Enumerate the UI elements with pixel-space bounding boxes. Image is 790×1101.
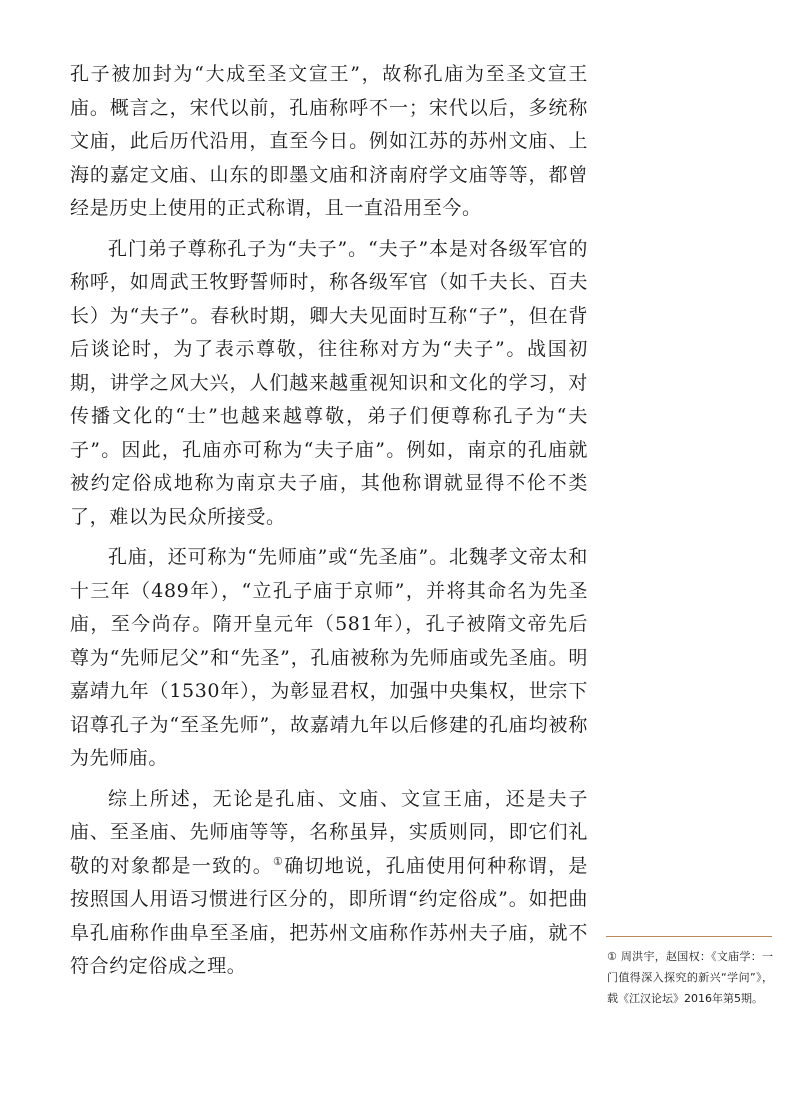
footnote: ① 周洪宇，赵国权：《文庙学：一门值得深入探究的新兴“学问”》，载《江汉论坛》2016年第5期。 bbox=[607, 950, 773, 1005]
footnote-divider bbox=[606, 936, 772, 937]
paragraph-4-part-2: 确切地说，孔庙使用何种称谓，是按照国人用语习惯进行区分的，即所谓“约定俗成”。如把曲阜孔庙称作曲阜至圣庙，把苏州文庙称作苏州夫子庙，就不符合约定俗成之理。 bbox=[70, 854, 588, 977]
paragraph-3: 孔庙，还可称为“先师庙”或“先圣庙”。北魏孝文帝太和十三年（489年），“立孔子庙于京师”，并将其命名为先圣庙，至今尚存。隋开皇元年（581年），孔子被隋文帝先后尊为“先师尼父”和“先圣”，孔庙被称为先师庙或先圣庙。明嘉靖九年（1530年），为彰显君权，加强中央集权，世宗下诏尊孔子为“至圣先师”，故嘉靖九年以后修建的孔庙均被称为先师庙。 bbox=[70, 546, 588, 769]
footnote-reference: ① bbox=[273, 854, 285, 868]
paragraph-4-part-1: 综上所述，无论是孔庙、文庙、文宣王庙，还是夫子庙、至圣庙、先师庙等等，名称虽异，实质则同，即它们礼敬的对象都是一致的。 bbox=[70, 787, 588, 877]
main-text bbox=[70, 58, 588, 984]
paragraph-2: 孔门弟子尊称孔子为“夫子”。“夫子”本是对各级军官的称呼，如周武王牧野誓师时，称各级军官（如千夫长、百夫长）为“夫子”。春秋时期，卿大夫见面时互称“子”，但在背后谈论时，为了表示尊敬，往往称对方为“夫子”。战国初期，讲学之风大兴，人们越来越重视知识和文化的学习，对传播文化的“士”也越来越尊敬，弟子们便尊称孔子为“夫子”。因此，孔庙亦可称为“夫子庙”。例如，南京的孔庙就被约定俗成地称为南京夫子庙，其他称谓就显得不伦不类了，难以为民众所接受。 bbox=[70, 237, 588, 528]
paragraph-4 bbox=[70, 783, 588, 984]
paragraph-1: 孔子被加封为“大成至圣文宣王”，故称孔庙为至圣文宣王庙。概言之，宋代以前，孔庙称呼不一；宋代以后，多统称文庙，此后历代沿用，直至今日。例如江苏的苏州文庙、上海的嘉定文庙、山东的即墨文庙和济南府学文庙等等，都曾经是历史上使用的正式称谓，且一直沿用至今。 bbox=[70, 63, 588, 219]
